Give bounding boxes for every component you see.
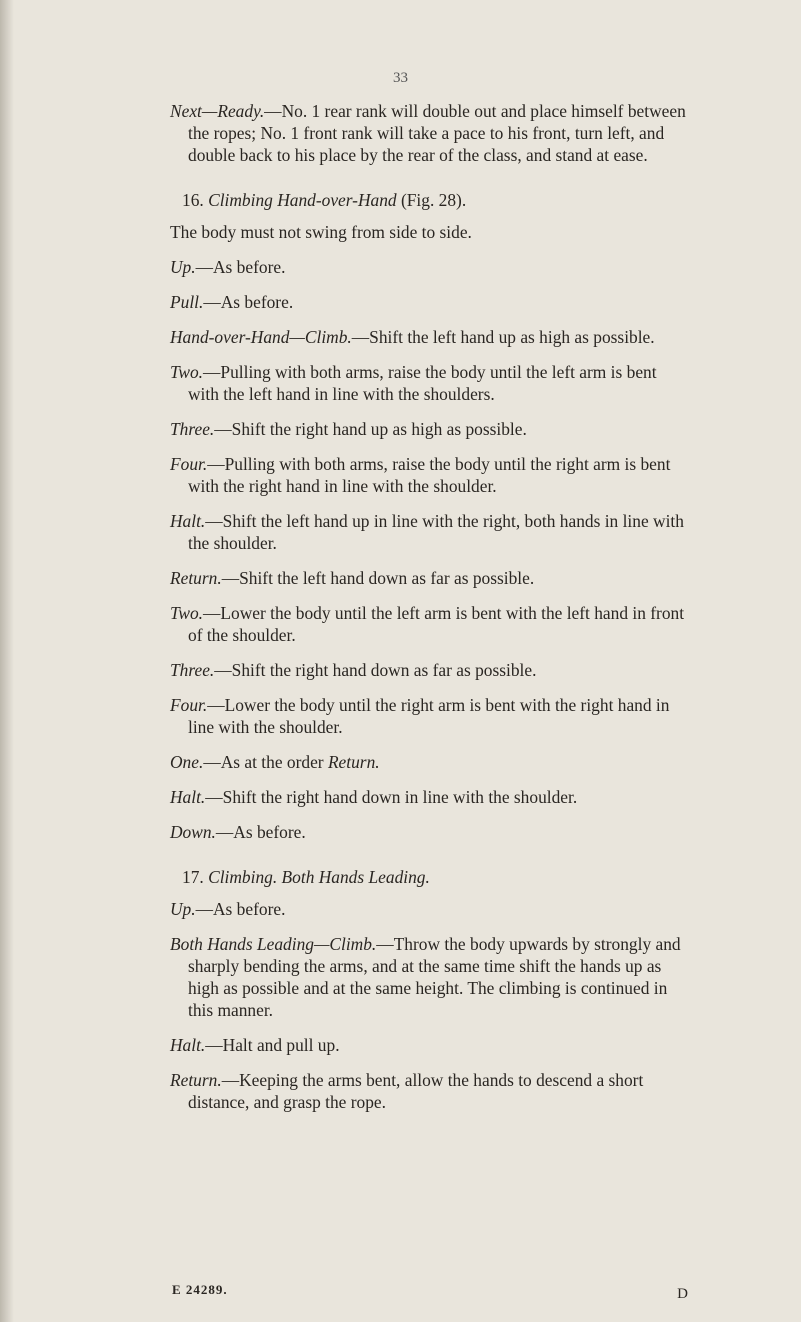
signature-mark: D <box>677 1286 688 1302</box>
instruction-text: —No. 1 rear rank will double out and place himself between the ropes; No. 1 front rank will take a pace to his front, turn left, and double back to his place by the rear of the class, and stand at ease. <box>188 101 686 165</box>
instruction-paragraph <box>170 221 690 243</box>
instruction-text: —As before. <box>215 822 306 842</box>
command-word: Four. <box>170 454 208 474</box>
instruction-text: —As at the order <box>203 752 328 772</box>
command-word: Hand-over-Hand—Climb. <box>170 327 352 347</box>
instruction-paragraph <box>170 933 690 1021</box>
command-word: Three. <box>170 419 215 439</box>
instruction-paragraph <box>170 291 690 313</box>
instruction-text: —Throw the body upwards by strongly and sharply bending the arms, and at the same time shift the hands up as high as possible and at the same height. The climbing is continued in this manner. <box>188 934 681 1020</box>
section-heading <box>182 866 690 888</box>
instruction-text: —As before. <box>195 899 286 919</box>
page-body <box>170 100 690 1126</box>
instruction-paragraph <box>170 453 690 497</box>
instruction-text: —Pulling with both arms, raise the body until the left arm is bent with the left hand in line with the shoulders. <box>188 362 657 404</box>
section-title: Climbing. Both Hands Leading. <box>208 867 430 887</box>
page-binding-shadow <box>0 0 14 1322</box>
page-footer <box>170 1282 690 1304</box>
instruction-text: The body must not swing from side to side. <box>170 222 472 242</box>
instruction-text: —Lower the body until the right arm is bent with the right hand in line with the shoulder. <box>188 695 670 737</box>
instruction-paragraph <box>170 694 690 738</box>
instruction-text: —Shift the right hand down as far as possible. <box>214 660 537 680</box>
command-word: Four. <box>170 695 208 715</box>
instruction-paragraph <box>170 361 690 405</box>
command-word: Return. <box>170 568 222 588</box>
instruction-paragraph <box>170 898 690 920</box>
command-word: Two. <box>170 362 204 382</box>
command-word: Three. <box>170 660 215 680</box>
section-heading <box>182 189 690 211</box>
command-word: Return. <box>170 1070 222 1090</box>
instruction-text: —Shift the left hand up as high as possible. <box>351 327 655 347</box>
instruction-paragraph <box>170 510 690 554</box>
command-word: Halt. <box>170 1035 206 1055</box>
instruction-paragraph <box>170 751 690 773</box>
instruction-paragraph <box>170 418 690 440</box>
section-number: 16. <box>182 190 204 210</box>
instruction-paragraph <box>170 786 690 808</box>
command-word: Halt. <box>170 787 206 807</box>
instruction-paragraph <box>170 567 690 589</box>
instruction-paragraph <box>170 326 690 348</box>
command-word: Pull. <box>170 292 204 312</box>
section-title: Climbing Hand-over-Hand <box>208 190 397 210</box>
instruction-text: —Halt and pull up. <box>205 1035 340 1055</box>
instruction-text: —Shift the left hand up in line with the right, both hands in line with the shoulder. <box>188 511 684 553</box>
instruction-text: —Shift the right hand up as high as possible. <box>214 419 527 439</box>
instruction-paragraph <box>170 1069 690 1113</box>
instruction-paragraph <box>170 602 690 646</box>
instruction-text: —Lower the body until the left arm is bent with the left hand in front of the shoulder. <box>188 603 685 645</box>
instruction-text: —Keeping the arms bent, allow the hands to descend a short distance, and grasp the rope. <box>188 1070 644 1112</box>
instruction-text: —Pulling with both arms, raise the body until the right arm is bent with the right hand in line with the shoulder. <box>188 454 671 496</box>
instruction-text: —As before. <box>203 292 294 312</box>
command-word: Both Hands Leading—Climb. <box>170 934 377 954</box>
command-word: Up. <box>170 899 196 919</box>
instruction-paragraph <box>170 1034 690 1056</box>
instruction-paragraph <box>170 256 690 278</box>
command-word: One. <box>170 752 204 772</box>
command-word: Halt. <box>170 511 206 531</box>
instruction-paragraph <box>170 821 690 843</box>
instruction-text: —Shift the right hand down in line with the shoulder. <box>205 787 578 807</box>
instruction-text: —As before. <box>195 257 286 277</box>
command-reference: Return. <box>327 752 380 772</box>
command-word: Next—Ready. <box>170 101 265 121</box>
page-number: 33 <box>393 70 408 86</box>
command-word: Down. <box>170 822 216 842</box>
command-word: Up. <box>170 257 196 277</box>
section-figure-ref: (Fig. 28). <box>396 190 467 210</box>
printer-code: E 24289. <box>172 1282 228 1297</box>
section-number: 17. <box>182 867 204 887</box>
instruction-paragraph <box>170 100 690 166</box>
instruction-text: —Shift the left hand down as far as possible. <box>221 568 535 588</box>
instruction-paragraph <box>170 659 690 681</box>
command-word: Two. <box>170 603 204 623</box>
